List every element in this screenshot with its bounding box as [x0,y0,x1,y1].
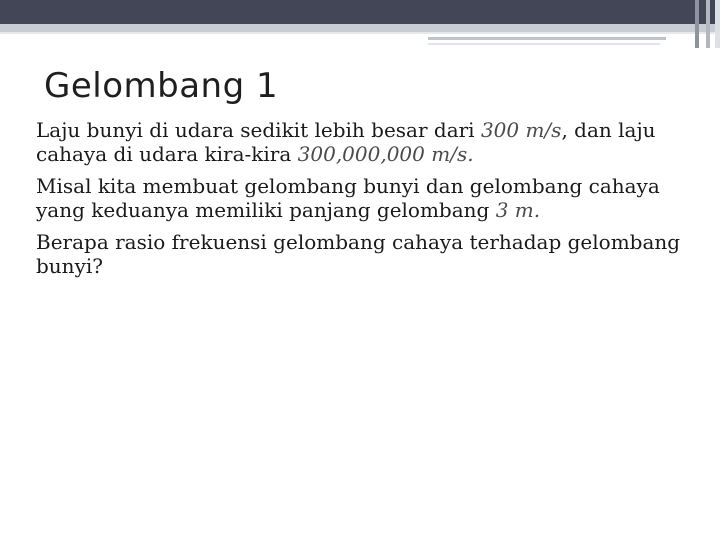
paragraph-punctuation: . [533,198,541,222]
corner-decoration [688,0,720,48]
slide-body [36,118,706,286]
math-value: 3 m [495,198,534,222]
paragraph-wavelength [36,174,706,222]
corner-stripe [695,0,699,48]
slide-title: Gelombang 1 [44,66,279,106]
paragraph-sound-light-speed [36,118,706,166]
paragraph-text: Laju bunyi di udara sedikit lebih besar dari [36,118,481,142]
math-value: 300 m/s [480,118,562,142]
math-value: 300,000,000 m/s [297,142,468,166]
corner-stripe [715,0,720,48]
header-accent-bar [428,37,666,40]
header-stripe-light [0,32,720,34]
header-stripe [0,24,720,32]
header-accent-bar-thin [428,43,660,45]
header-band [0,0,720,24]
paragraph-punctuation: . [467,142,474,166]
paragraph-text: Berapa rasio frekuensi gelombang cahaya terhadap gelombang bunyi? [36,230,681,278]
paragraph-text: , dan laju cahaya di udara kira-kira [36,118,656,166]
corner-stripe [706,0,710,48]
paragraph-question [36,230,706,278]
paragraph-text: Misal kita membuat gelombang bunyi dan gelombang cahaya yang keduanya memiliki panjang gelombang [36,174,660,222]
